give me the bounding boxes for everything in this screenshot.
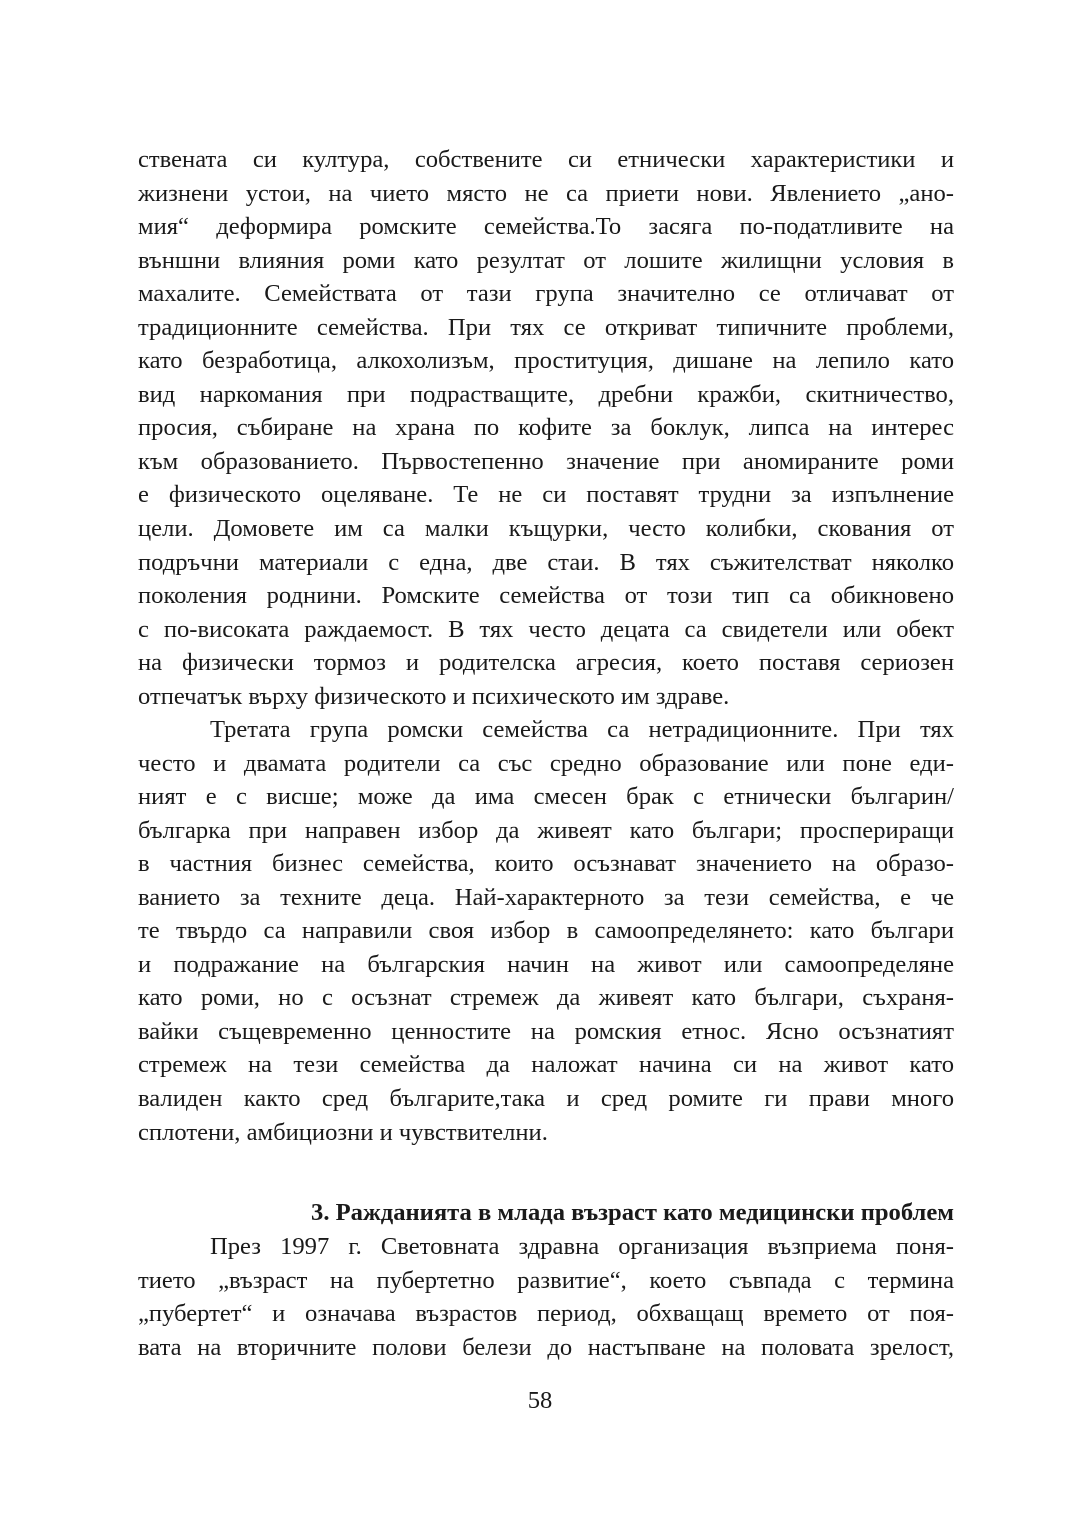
text-line: те твърдо са направили своя избор в самоопределянето: като българи — [138, 917, 954, 945]
text-line: Третата група ромски семейства са нетрадиционните. При тях — [210, 716, 954, 743]
text-line: ванието за техните деца. Най-характерното за тези семейства, е че — [138, 883, 954, 911]
text-line: махалите. Семействата от тази група значително се отличават от — [138, 280, 954, 308]
text-line: вата на вторичните полови белези до настъпване на половата зрелост, — [138, 1333, 954, 1361]
page-number: 58 — [527, 1387, 553, 1414]
text-line: валиден както сред българите,така и сред ромите ги прави много — [138, 1085, 954, 1113]
paragraph-puberty-definition — [138, 1230, 954, 1364]
paragraph-continuation — [138, 143, 954, 713]
text-line: ствената си култура, собствените си етнически характеристики и — [138, 146, 954, 173]
text-line: жизнени устои, на чието място не са приети нови. Явлението „ано- — [138, 179, 954, 207]
text-line: е физическото оцеляване. Те не си поставят трудни за изпълнение — [138, 481, 954, 509]
text-line: на физически тормоз и родителска агресия, което поставя сериозен — [138, 649, 954, 677]
text-line: поколения роднини. Ромските семейства от този тип са обикновено — [138, 582, 954, 610]
text-line: подръчни материали с една, две стаи. В тях съжителстват няколко — [138, 548, 954, 576]
text-line: стремеж на тези семейства да наложат начина си на живот като — [138, 1051, 954, 1079]
text-line: традиционните семейства. При тях се откриват типичните проблеми, — [138, 313, 954, 341]
text-line: ният е с висше; може да има смесен брак с етнически българин/ — [138, 783, 954, 811]
text-line: вид наркомания при подрастващите, дребни кражби, скитничество, — [138, 380, 954, 408]
text-line: често и двамата родители са със средно образование или поне еди- — [138, 749, 954, 777]
text-line: „пубертет“ и означава възрастов период, обхващащ времето от поя- — [138, 1300, 954, 1328]
text-line: като безработица, алкохолизъм, проституция, дишане на лепило като — [138, 347, 954, 375]
text-line: като роми, но с осъзнат стремеж да живеят като българи, съхраня- — [138, 984, 954, 1012]
text-line: външни влияния роми като резултат от лошите жилищни условия в — [138, 246, 954, 274]
text-line: в частния бизнес семейства, които осъзнават значението на образо- — [138, 850, 954, 878]
text-line: вайки същевременно ценностите на ромския етнос. Ясно осъзнатият — [138, 1017, 954, 1045]
paragraph-nontraditional-families — [138, 713, 954, 1149]
section-heading: 3. Ражданията в млада възраст като медицински проблем — [311, 1199, 954, 1226]
text-line: българка при направен избор да живеят като българи; проспериращи — [138, 816, 954, 844]
text-line: цели. Домовете им са малки къщурки, често колибки, скования от — [138, 515, 954, 543]
text-line: просия, събиране на храна по кофите за боклук, липса на интерес — [138, 414, 954, 442]
text-line: тието „възраст на пубертетно развитие“, което съвпада с термина — [138, 1266, 954, 1294]
text-line: и подражание на българския начин на живот или самоопределяне — [138, 950, 954, 978]
text-line: През 1997 г. Световната здравна организация възприема поня- — [210, 1233, 954, 1260]
text-line: с по-високата раждаемост. В тях често децата са свидетели или обект — [138, 615, 954, 643]
text-line: сплотени, амбициозни и чувствителни. — [138, 1118, 548, 1146]
text-line: отпечатък върху физическото и психическото им здраве. — [138, 682, 730, 710]
text-line: към образованието. Първостепенно значение при аномираните роми — [138, 447, 954, 475]
text-line: мия“ деформира ромските семейства.То засяга по-податливите на — [138, 213, 954, 241]
